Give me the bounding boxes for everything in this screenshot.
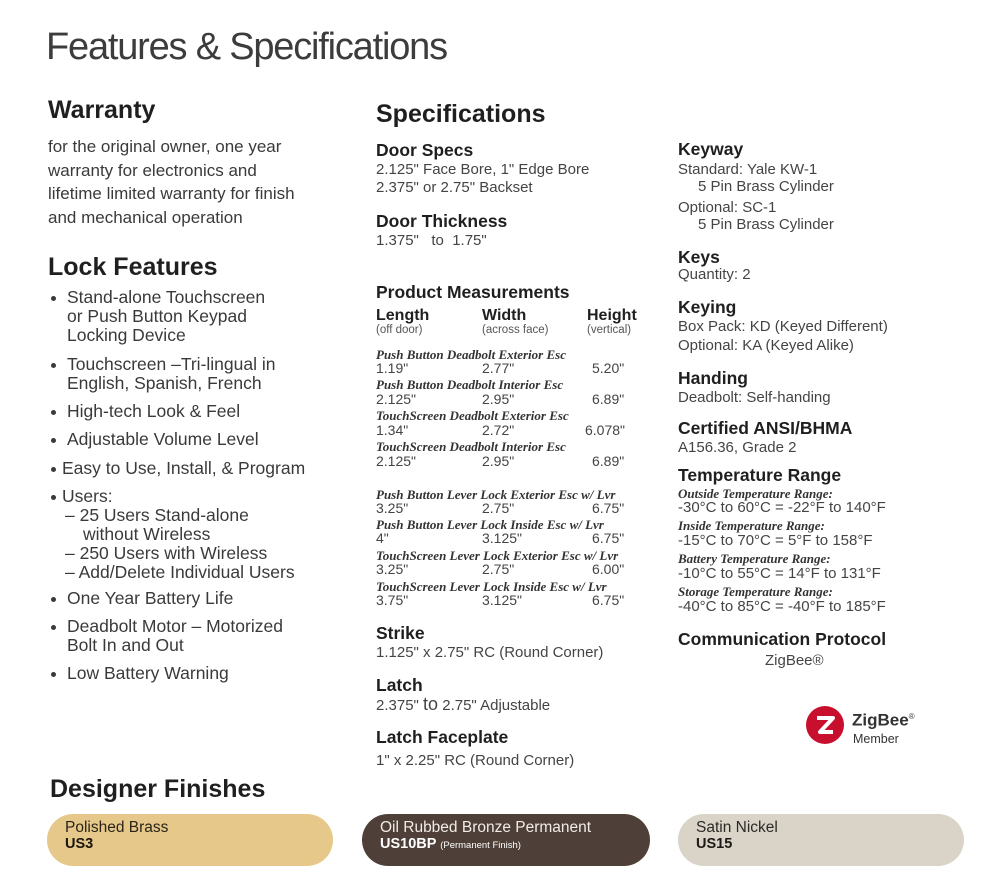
list-item: Adjustable Volume Level [48, 430, 259, 449]
list-subitem: – 250 Users with Wireless [65, 543, 268, 563]
table-row: Push Button Deadbolt Exterior Esc 1.19" 2.77" 5.20" [376, 347, 625, 376]
strike-value: 1.125" x 2.75" RC (Round Corner) [376, 644, 604, 661]
list-item: Users: – 25 Users Stand-alone without Wireless – 250 Users with Wireless – Add/Delete Individual Users [48, 487, 295, 582]
latch-value: 2.375" to 2.75" Adjustable [376, 694, 551, 714]
warranty-line: lifetime limited warranty for finish [48, 184, 295, 203]
latch-heading: Latch [376, 675, 423, 695]
warranty-text [48, 135, 338, 229]
door-thickness-value: 1.375" to 1.75" [376, 232, 487, 249]
temperature-label: Inside Temperature Range: [678, 518, 825, 533]
keys-value: Quantity: 2 [678, 266, 751, 283]
finish-swatch-satin-nickel: Satin Nickel US15 [678, 814, 964, 866]
zigbee-z-icon [806, 706, 844, 744]
list-subitem: without Wireless [83, 524, 211, 544]
finish-swatch-oil-rubbed-bronze: Oil Rubbed Bronze Permanent US10BP (Permanent Finish) [362, 814, 650, 866]
zigbee-logo [806, 704, 926, 750]
certified-heading: Certified ANSI/BHMA [678, 418, 853, 438]
temperature-heading: Temperature Range [678, 465, 842, 485]
finish-swatch-polished-brass: Polished Brass US3 [47, 814, 333, 866]
column-height: Height (vertical) [587, 307, 637, 336]
warranty-line: and mechanical operation [48, 207, 243, 227]
keyway-line: Standard: Yale KW-1 [678, 161, 818, 178]
temperature-label: Storage Temperature Range: [678, 584, 833, 599]
keying-heading: Keying [678, 297, 737, 317]
designer-finishes-heading: Designer Finishes [50, 775, 266, 803]
warranty-line: warranty for electronics and [48, 160, 257, 180]
keys-heading: Keys [678, 247, 720, 267]
list-subitem: – 25 Users Stand-alone [65, 505, 249, 525]
latch-faceplate-value: 1" x 2.25" RC (Round Corner) [376, 752, 575, 769]
keying-line: Box Pack: KD (Keyed Different) [678, 318, 888, 335]
warranty-line: for the original owner, one year [48, 137, 282, 156]
zigbee-wordmark: ZigBee® [852, 710, 915, 730]
door-specs-heading: Door Specs [376, 140, 474, 160]
column-length: Length (off door) [376, 307, 430, 336]
communication-heading: Communication Protocol [678, 629, 887, 649]
list-item: Low Battery Warning [48, 664, 229, 683]
door-specs-line: 2.125" Face Bore, 1" Edge Bore [376, 161, 590, 178]
table-row: Push Button Lever Lock Exterior Esc w/ Lvr 3.25" 2.75" 6.75" [376, 487, 625, 516]
table-row: TouchScreen Deadbolt Interior Esc 2.125" 2.95" 6.89" [376, 439, 625, 469]
handing-value: Deadbolt: Self-handing [678, 389, 831, 406]
zigbee-member-label: Member [853, 732, 899, 746]
list-item: Touchscreen –Tri-lingual in English, Spanish, French [48, 355, 275, 393]
keyway-line: 5 Pin Brass Cylinder [698, 216, 834, 233]
temperature-value: -15°C to 70°C = 5°F to 158°F [678, 532, 873, 549]
door-thickness-heading: Door Thickness [376, 211, 508, 231]
specifications-heading: Specifications [376, 100, 546, 128]
table-row: Push Button Lever Lock Inside Esc w/ Lvr 4" 3.125" 6.75" [376, 517, 625, 546]
temperature-value: -40°C to 85°C = -40°F to 185°F [678, 598, 886, 615]
column-width: Width (across face) [482, 307, 549, 336]
list-item: One Year Battery Life [48, 589, 233, 608]
certified-value: A156.36, Grade 2 [678, 439, 797, 456]
temperature-value: -10°C to 55°C = 14°F to 131°F [678, 565, 881, 582]
list-item: Stand-alone Touchscreen or Push Button Keypad Locking Device [48, 288, 265, 345]
temperature-value: -30°C to 60°C = -22°F to 140°F [678, 499, 886, 516]
keyway-heading: Keyway [678, 139, 744, 159]
temperature-label: Battery Temperature Range: [678, 551, 831, 566]
list-subitem: – Add/Delete Individual Users [65, 562, 295, 582]
temperature-label: Outside Temperature Range: [678, 486, 833, 501]
lock-features-heading: Lock Features [48, 253, 218, 281]
list-item: Easy to Use, Install, & Program [48, 459, 305, 478]
strike-heading: Strike [376, 623, 425, 643]
communication-value: ZigBee® [765, 652, 824, 669]
keying-line: Optional: KA (Keyed Alike) [678, 337, 854, 354]
latch-faceplate-heading: Latch Faceplate [376, 727, 509, 747]
list-item: Deadbolt Motor – Motorized Bolt In and Out [48, 617, 283, 655]
product-measurements-heading: Product Measurements [376, 282, 570, 302]
table-row: TouchScreen Lever Lock Inside Esc w/ Lvr 3.75" 3.125" 6.75" [376, 579, 625, 608]
keyway-line: Optional: SC-1 [678, 199, 777, 216]
warranty-heading: Warranty [48, 96, 156, 124]
table-row: Push Button Deadbolt Interior Esc 2.125" 2.95" 6.89" [376, 377, 625, 407]
keyway-line: 5 Pin Brass Cylinder [698, 178, 834, 195]
handing-heading: Handing [678, 368, 748, 388]
page-title: Features & Specifications [46, 26, 447, 68]
table-row: TouchScreen Deadbolt Exterior Esc 1.34" 2.72" 6.078" [376, 408, 626, 438]
table-row: TouchScreen Lever Lock Exterior Esc w/ Lvr 3.25" 2.75" 6.00" [376, 548, 625, 577]
door-specs-line: 2.375" or 2.75" Backset [376, 179, 533, 196]
list-item: High-tech Look & Feel [48, 402, 240, 421]
